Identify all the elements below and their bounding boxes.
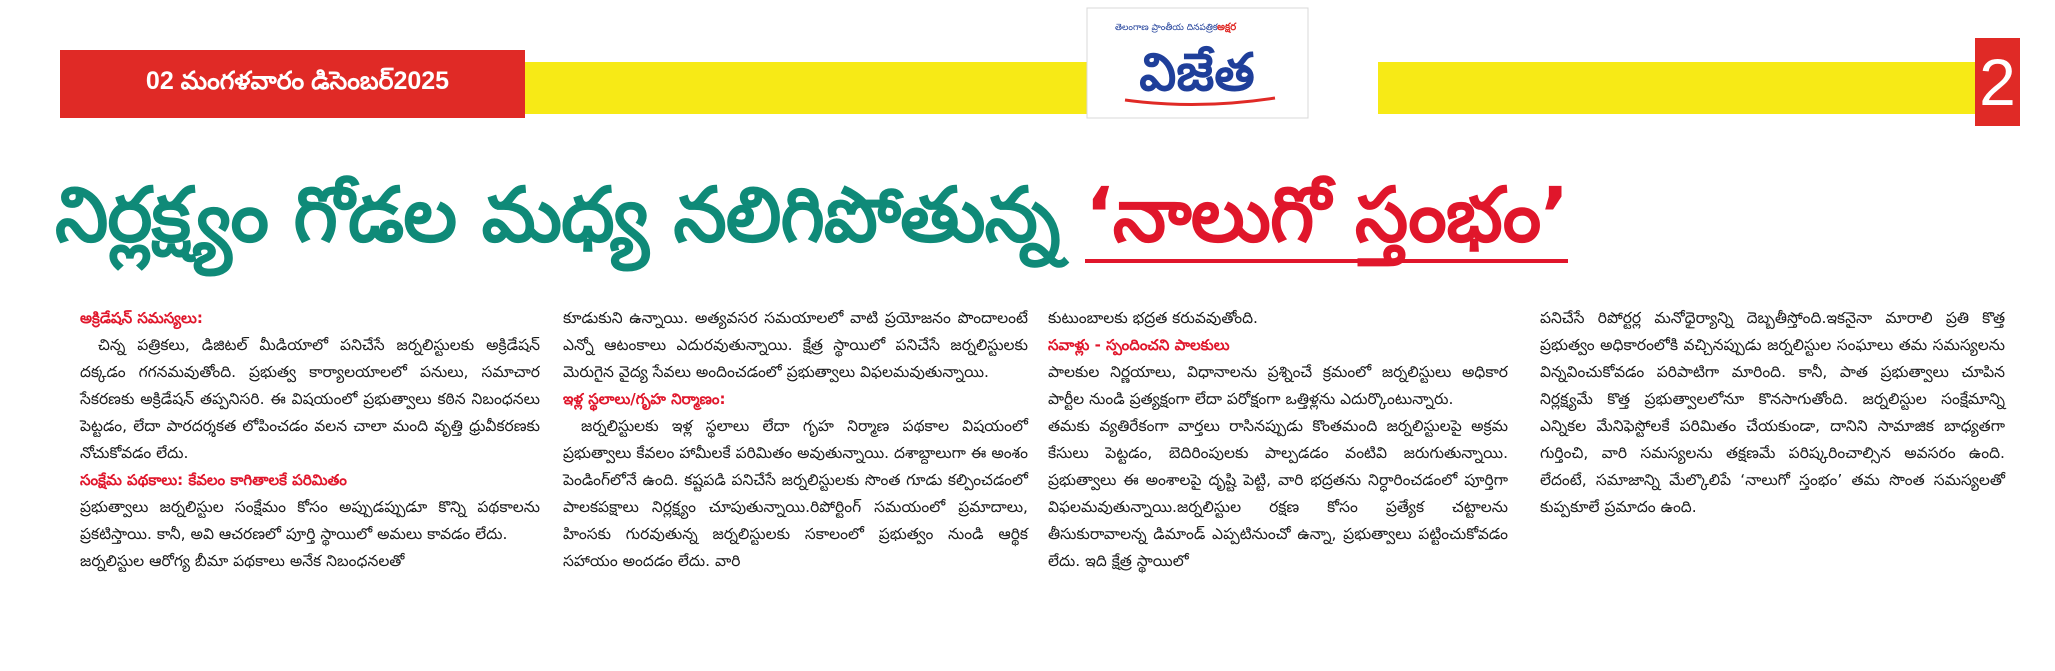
headline-part1: నిర్లక్ష్యం గోడల మధ్య నలిగిపోతున్న bbox=[55, 170, 1085, 259]
paragraph: జర్నలిస్టులకు ఇళ్ల స్థలాలు లేదా గృహ నిర్మాణ పథకాల విషయంలో ప్రభుత్వాలు కేవలం హామీలకే పరిమితం అవుతున్నాయి. దశాబ్దాలుగా ఈ అంశం పెండింగ్‌లోనే ఉంది. కష్టపడి పనిచేసే జర్నలిస్టులకు సొంత గూడు కల్పించడంలో పాలకపక్షాలు నిర్లక్ష్యం చూపుతున్నాయి.రిపోర్టింగ్ సమయంలో ప్రమాదాలు, హింసకు గురవుతున్న జర్నలిస్టులకు సకాలంలో ప్రభుత్వం నుండి ఆర్థిక సహాయం అందడం లేదు. వారి bbox=[563, 417, 1028, 570]
page-number-badge bbox=[1975, 38, 2020, 126]
paragraph: జర్నలిస్టుల ఆరోగ్య బీమా పథకాలు అనేక నిబంధనలతో bbox=[80, 552, 405, 570]
headline-part2 bbox=[1085, 170, 1568, 263]
article-column-1 bbox=[80, 305, 540, 575]
subheading-housing: ఇళ్ల స్థలాలు/గృహ నిర్మాణం: bbox=[563, 390, 726, 408]
paragraph: కూడుకుని ఉన్నాయి. అత్యవసర సమయాలలో వాటి ప్రయోజనం పొందాలంటే ఎన్నో ఆటంకాలు ఎదురవుతున్నాయి. క్షేత్ర స్థాయిలో పనిచేసే జర్నలిస్టులకు మెరుగైన వైద్య సేవలు అందించడంలో ప్రభుత్వాలు విఫలమవుతున్నాయి. bbox=[563, 309, 1028, 381]
paragraph: చిన్న పత్రికలు, డిజిటల్ మీడియాలో పనిచేసే జర్నలిస్టులకు అక్రిడేషన్ దక్కడం గగనమవుతోంది. ప్రభుత్వ కార్యాలయాలలో పనులు, సమాచార సేకరణకు అక్రిడేషన్ తప్పనిసరి. ఈ విషయంలో ప్రభుత్వాలు కఠిన నిబంధనలు పెట్టడం, లేదా పారదర్శకత లోపించడం వలన చాలా మంది వృత్తి ధ్రువీకరణకు నోచుకోవడం లేదు. bbox=[80, 336, 540, 462]
subheading-challenges: సవాళ్లు - స్పందించని పాలకులు bbox=[1048, 336, 1230, 354]
yellow-band-left bbox=[525, 62, 1130, 114]
paragraph: పాలకుల నిర్ణయాలు, విధానాలను ప్రశ్నించే క్రమంలో జర్నలిస్టులు అధికార పార్టీల నుండి ప్రత్యక్షంగా లేదా పరోక్షంగా ఒత్తిళ్లను ఎదుర్కొంటున్నారు. bbox=[1048, 363, 1508, 408]
subheading-welfare: సంక్షేమ పథకాలు: కేవలం కాగితాలకే పరిమితం bbox=[80, 471, 347, 489]
paragraph: ప్రభుత్వాలు జర్నలిస్టుల సంక్షేమం కోసం అప్పుడప్పుడూ కొన్ని పథకాలను ప్రకటిస్తాయి. కానీ, అవి ఆచరణలో పూర్తి స్థాయిలో అమలు కావడం లేదు. bbox=[80, 498, 540, 543]
page-number: 2 bbox=[1979, 45, 2016, 119]
logo-sub: అక్షర bbox=[1217, 22, 1237, 33]
paragraph: కుటుంబాలకు భద్రత కరువవుతోంది. bbox=[1048, 309, 1258, 327]
article-column-3 bbox=[1048, 305, 1508, 575]
paragraph: పనిచేసే రిపోర్టర్ల మనోధైర్యాన్ని దెబ్బతీస్తోంది.ఇకనైనా మారాలి ప్రతి కొత్త ప్రభుత్వం అధికారంలోకి వచ్చినప్పుడు జర్నలిస్టుల సంఘాలు తమ సమస్యలను విన్నవించుకోవడం పరిపాటిగా మారింది. కానీ, పాత ప్రభుత్వాలు చూపిన నిర్లక్ష్యమే కొత్త ప్రభుత్వాలలోనూ కొనసాగుతోంది. జర్నలిస్టుల సంక్షేమాన్ని ఎన్నికల మేనిఫెస్టోలకే పరిమితం చేయకుండా, దానిని సామాజిక బాధ్యతగా గుర్తించి, వారి సమస్యలను తక్షణమే పరిష్కరించాల్సిన అవసరం ఉంది. లేదంటే, సమాజాన్ని మేల్కొలిపే ‘నాలుగో స్తంభం’ తమ సొంత సమస్యలతో కుప్పకూలే ప్రమాదం ఉంది. bbox=[1540, 309, 2005, 516]
newspaper-logo bbox=[1085, 0, 1310, 120]
headline-quoted-phrase: ‘నాలుగో స్తంభం’ bbox=[1085, 170, 1568, 263]
headline bbox=[55, 160, 2015, 270]
date-banner bbox=[60, 50, 525, 118]
date-text: 02 మంగళవారం డిసెంబర్2025 bbox=[145, 66, 450, 95]
logo-title: విజేత bbox=[1139, 43, 1255, 103]
yellow-band-right bbox=[1378, 62, 2002, 114]
paragraph: తమకు వ్యతిరేకంగా వార్తలు రాసినప్పుడు కొంతమంది జర్నలిస్టులపై అక్రమ కేసులు పెట్టడం, బెదిరింపులకు పాల్పడడం వంటివి జరుగుతున్నాయి. ప్రభుత్వాలు ఈ అంశాలపై దృష్టి పెట్టి, వారి భద్రతను నిర్ధారించడంలో పూర్తిగా విఫలమవుతున్నాయి.జర్నలిస్టుల రక్షణ కోసం ప్రత్యేక చట్టాలను తీసుకురావాలన్న డిమాండ్ ఎప్పటినుంచో ఉన్నా, ప్రభుత్వాలు పట్టించుకోవడం లేదు. ఇది క్షేత్ర స్థాయిలో bbox=[1048, 417, 1508, 570]
article-column-4 bbox=[1540, 305, 2005, 521]
subheading-accreditation: అక్రిడేషన్ సమస్యలు: bbox=[80, 309, 203, 327]
masthead-bar bbox=[60, 50, 2055, 110]
logo-tagline: తెలంగాణ ప్రాంతీయ దినపత్రిక bbox=[1115, 23, 1218, 33]
article-column-2 bbox=[563, 305, 1028, 575]
